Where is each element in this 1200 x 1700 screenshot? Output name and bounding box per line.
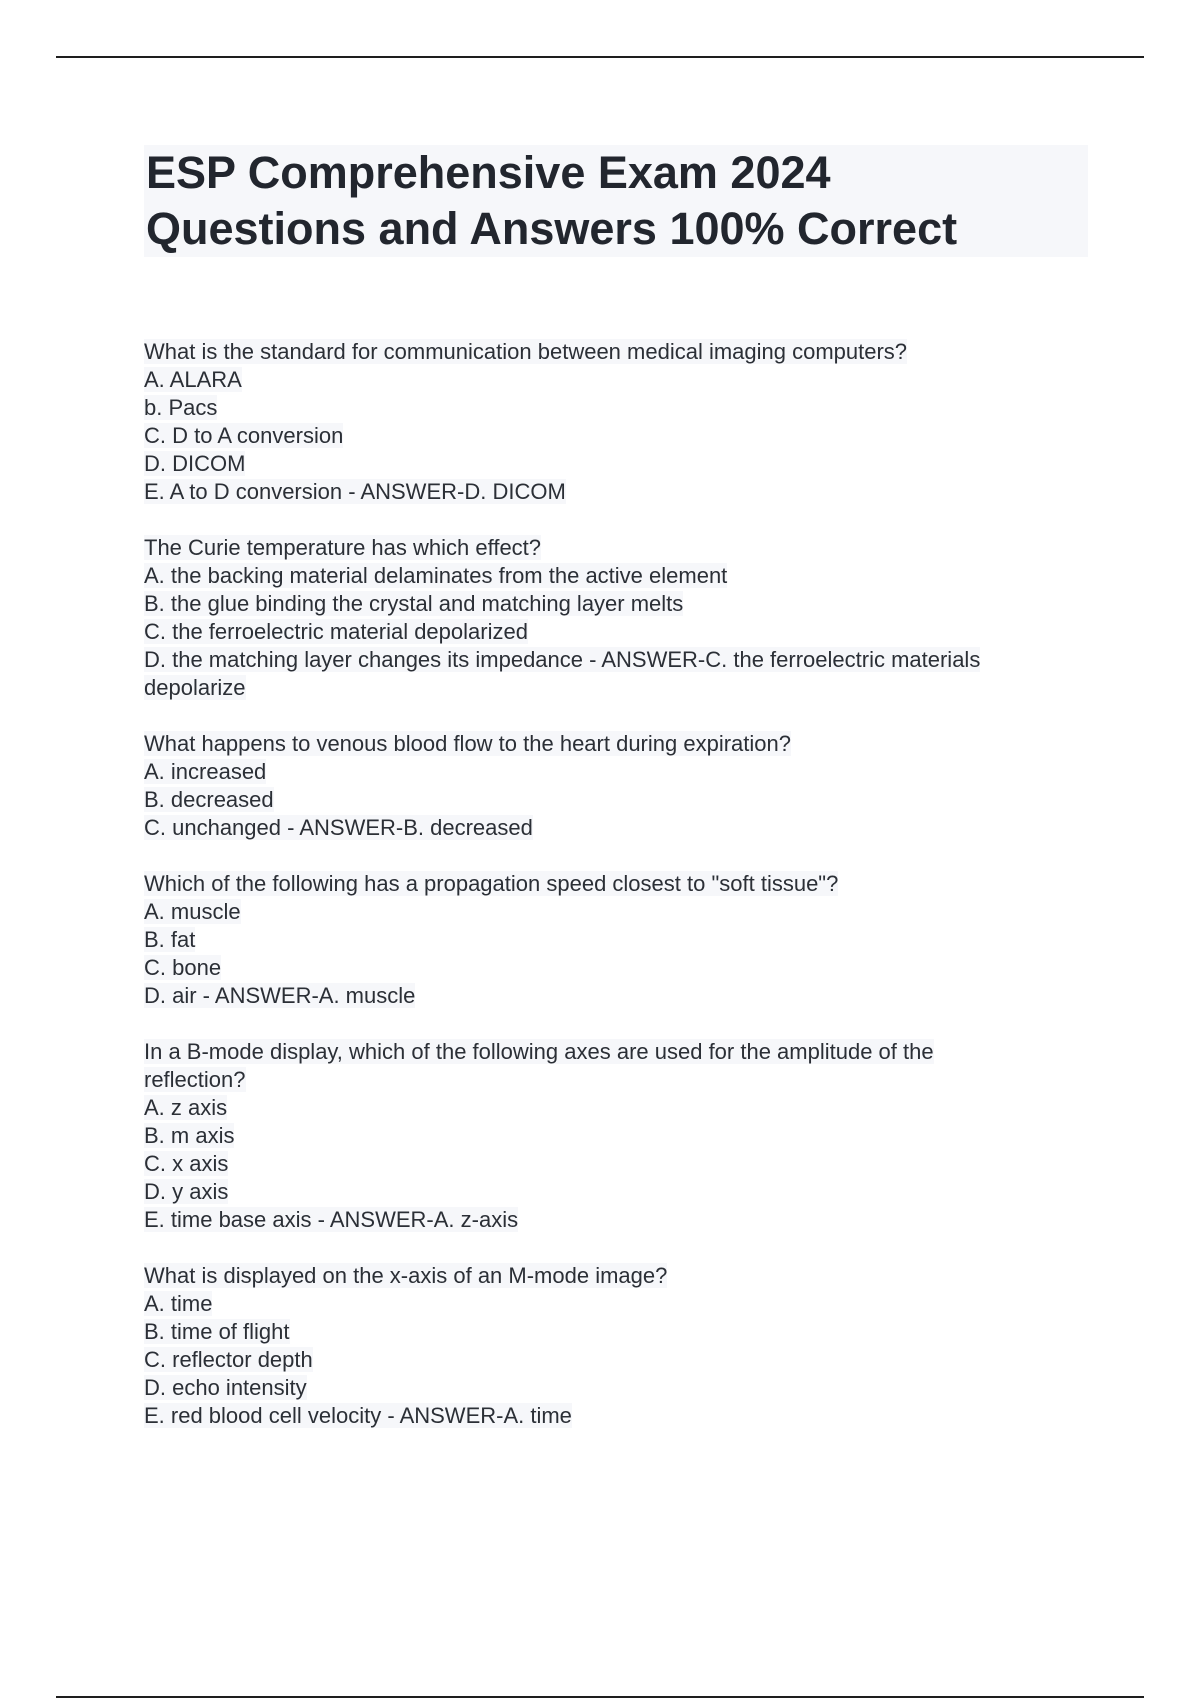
answer-option: D. y axis xyxy=(144,1179,229,1204)
answer-option: D. DICOM xyxy=(144,451,246,476)
question-text: What is displayed on the x-axis of an M-mode image? xyxy=(144,1263,668,1288)
bottom-rule xyxy=(56,1696,1144,1698)
answer-option: b. Pacs xyxy=(144,395,218,420)
answer-option: D. echo intensity xyxy=(144,1375,307,1400)
question-text: What happens to venous blood flow to the heart during expiration? xyxy=(144,731,791,756)
answer-option: A. time xyxy=(144,1291,213,1316)
answer-option: A. z axis xyxy=(144,1095,228,1120)
answer-option: A. ALARA xyxy=(144,367,242,392)
answer-option: C. D to A conversion xyxy=(144,423,344,448)
answer-option-with-key: E. A to D conversion - ANSWER-D. DICOM xyxy=(144,479,566,504)
title-line-2: Questions and Answers 100% Correct xyxy=(146,203,958,254)
document-title xyxy=(144,145,1088,257)
question-text: What is the standard for communication between medical imaging computers? xyxy=(144,339,908,364)
answer-option-with-key: D. air - ANSWER-A. muscle xyxy=(144,983,416,1008)
answer-option: A. muscle xyxy=(144,899,241,924)
answer-option-with-key: E. red blood cell velocity - ANSWER-A. time xyxy=(144,1403,572,1428)
top-rule xyxy=(56,56,1144,58)
answer-option: A. increased xyxy=(144,759,267,784)
answer-option: B. decreased xyxy=(144,787,274,812)
title-line-1: ESP Comprehensive Exam 2024 xyxy=(146,147,831,198)
question-text: Which of the following has a propagation speed closest to "soft tissue"? xyxy=(144,871,839,896)
answer-option-with-key: D. the matching layer changes its impedance - ANSWER-C. the ferroelectric materials xyxy=(144,647,981,672)
question-block-4 xyxy=(144,870,1074,1010)
answer-option: C. reflector depth xyxy=(144,1347,313,1372)
question-list xyxy=(144,338,1074,1458)
answer-key-continuation: depolarize xyxy=(144,675,246,700)
answer-option: B. fat xyxy=(144,927,196,952)
question-block-5 xyxy=(144,1038,1074,1234)
answer-option: A. the backing material delaminates from the active element xyxy=(144,563,728,588)
answer-option: C. x axis xyxy=(144,1151,229,1176)
question-text: In a B-mode display, which of the following axes are used for the amplitude of the xyxy=(144,1039,934,1064)
question-block-2 xyxy=(144,534,1074,702)
answer-option-with-key: C. unchanged - ANSWER-B. decreased xyxy=(144,815,533,840)
answer-option: C. bone xyxy=(144,955,222,980)
question-text: The Curie temperature has which effect? xyxy=(144,535,542,560)
answer-option-with-key: E. time base axis - ANSWER-A. z-axis xyxy=(144,1207,519,1232)
question-text-continuation: reflection? xyxy=(144,1067,246,1092)
answer-option: B. time of flight xyxy=(144,1319,290,1344)
question-block-1 xyxy=(144,338,1074,506)
question-block-6 xyxy=(144,1262,1074,1430)
question-block-3 xyxy=(144,730,1074,842)
answer-option: B. the glue binding the crystal and matching layer melts xyxy=(144,591,684,616)
answer-option: B. m axis xyxy=(144,1123,235,1148)
answer-option: C. the ferroelectric material depolarized xyxy=(144,619,528,644)
